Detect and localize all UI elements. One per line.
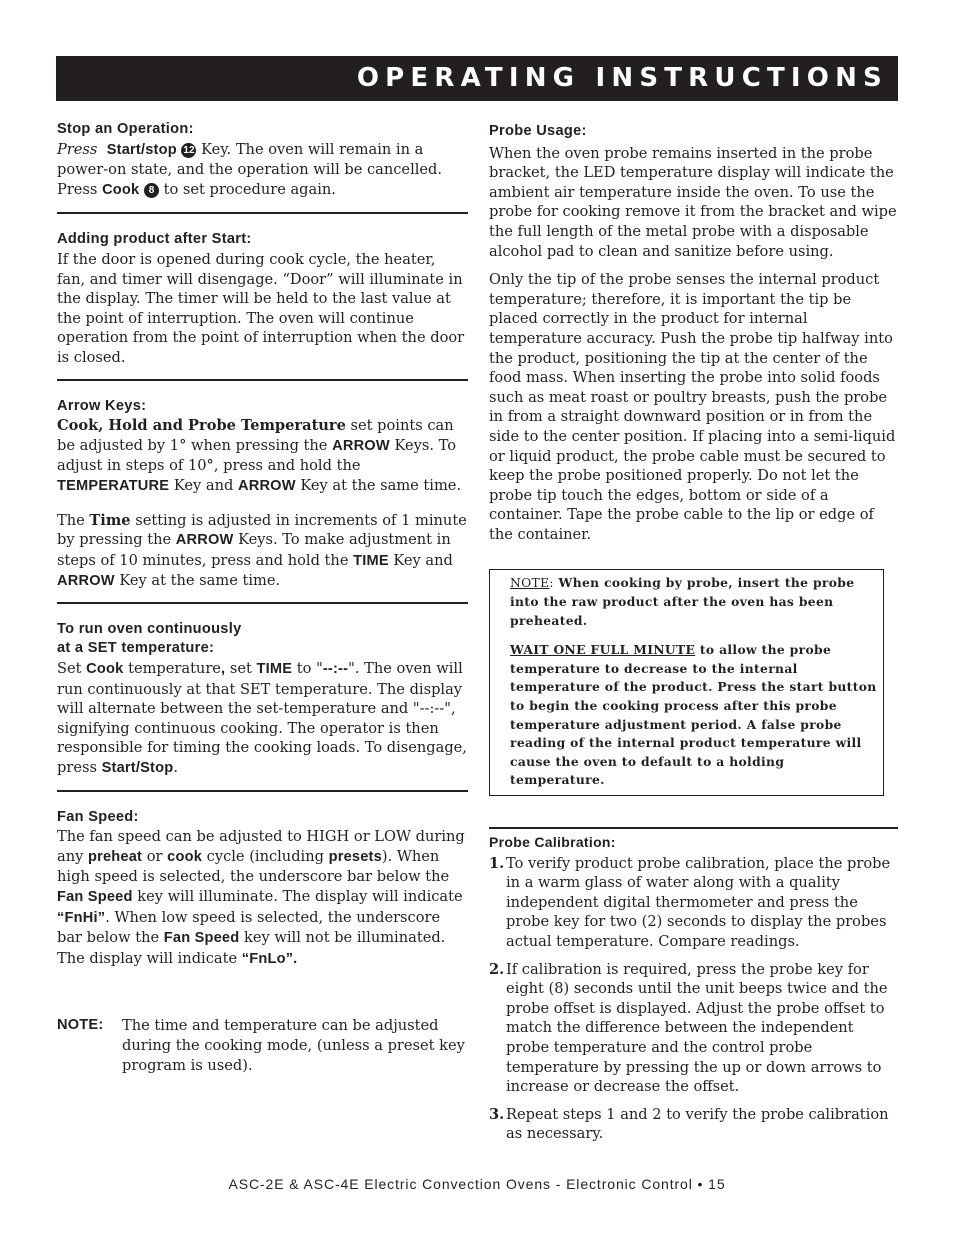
- section-body: Cook, Hold and Probe Temperature set points can be adjusted by 1° when pressing the ARROW Keys. To adjust in steps of 10°, press and hold the TEMPERATURE Key and ARROW Key at the same time.: [57, 417, 462, 494]
- section-adding-product: [57, 230, 468, 367]
- list-item: 2. If calibration is required, press the probe key for eight (8) seconds until the unit beeps twice and the probe offset is displayed. Adjust the probe offset to match the difference between the independent probe temperature and the control probe temperature by pressing the up or down arrows to increase or decrease the offset.: [489, 960, 888, 1096]
- section-body: Press Start/stop 12 Key. The oven will remain in a power-on state, and the operation will be cancelled. Press Cook 8 to set procedure again.: [57, 140, 443, 198]
- section-arrow-keys: [57, 397, 468, 592]
- section-heading: Adding product after Start:: [57, 231, 252, 248]
- section-body: The Time setting is adjusted in increments of 1 minute by pressing the ARROW Keys. To make adjustment in steps of 10 minutes, press and hold the TIME Key and ARROW Key at the same time.: [57, 511, 467, 590]
- section-heading: Probe Usage:: [489, 123, 587, 139]
- right-column: [489, 122, 898, 1144]
- key-number-badge: 12: [183, 144, 195, 156]
- section-continuous: [57, 620, 468, 779]
- cook-key-label: Cook: [102, 181, 140, 198]
- left-column: [57, 120, 468, 1075]
- note-paragraph: NOTE: When cooking by probe, insert the probe into the raw product after the oven has been preheated.: [510, 575, 855, 628]
- note-text: The time and temperature can be adjusted during the cooking mode, (unless a preset key program is used).: [122, 1017, 465, 1074]
- list-item: 1. To verify product probe calibration, place the probe in a warm glass of water along with a quality independent digital thermometer and press the probe key for two (2) seconds to display the probes actual temperature. Compare readings.: [489, 854, 891, 950]
- note-paragraph: WAIT ONE FULL MINUTE to allow the probe temperature to decrease to the internal temperature of the product. Press the start button to begin the cooking process after this probe temperature adjustment period. A false probe reading of the internal product temperature will cause the oven to default to a holding temperature.: [510, 642, 877, 788]
- section-heading: Fan Speed:: [57, 808, 139, 825]
- section-body: The fan speed can be adjusted to HIGH or LOW during any preheat or cook cycle (including presets). When high speed is selected, the underscore bar below the Fan Speed key will illuminate. The display will indicate “FnHi”. When low speed is selected, the underscore bar below the Fan Speed key will not be illuminated. The display will indicate “FnLo”.: [57, 828, 465, 967]
- header-banner: [56, 56, 898, 101]
- section-body: If the door is opened during cook cycle, the heater, fan, and timer will disengage. “Door” will illuminate in the display. The timer will be held to the last value at the point of interruption. The oven will continue operation from the point of interruption when the door is closed.: [57, 250, 465, 366]
- start-stop-key-label: Start/stop: [106, 141, 177, 158]
- section-divider: [57, 602, 468, 604]
- section-divider: [57, 379, 468, 381]
- page-footer: ASC-2E & ASC-4E Electric Convection Ovens - Electronic Control • 15: [228, 1176, 726, 1192]
- key-number-badge: 8: [144, 183, 159, 198]
- note-block: [57, 1016, 468, 1075]
- section-stop-operation: [57, 120, 468, 200]
- section-body: Only the tip of the probe senses the internal product temperature; therefore, it is important the tip be placed correctly in the product for internal temperature accuracy. Push the probe tip halfway into the product, positioning the tip at the center of the food mass. When inserting the probe into solid foods such as meat roast or poultry breasts, push the probe in from a straight downward position or in from the side to the center position. If placing into a semi-liquid or liquid product, the probe cable must be secured to keep the probe positioned properly. Do not let the probe tip touch the edges, bottom or side of a container. Tape the probe cable to the lip or edge of the container.: [489, 271, 896, 543]
- section-heading: Arrow Keys:: [57, 397, 147, 414]
- section-probe-calibration: [489, 833, 898, 1144]
- section-divider: [489, 827, 898, 829]
- section-fan-speed: [57, 808, 468, 970]
- note-label: NOTE:: [57, 1017, 104, 1034]
- page-title: OPERATING INSTRUCTIONS: [356, 63, 888, 93]
- probe-note-box: [489, 569, 884, 796]
- section-body: When the oven probe remains inserted in the probe bracket, the LED temperature display will indicate the ambient air temperature inside the oven. To use the probe for cooking remove it from the bracket and wipe the full length of the metal probe with a disposable alcohol pad to clean and sanitize before using.: [489, 144, 897, 260]
- section-divider: [57, 790, 468, 792]
- section-heading: To run oven continuously at a SET temperature:: [57, 620, 242, 657]
- calibration-steps: [489, 854, 898, 1144]
- section-heading: Stop an Operation:: [57, 121, 194, 137]
- section-divider: [57, 212, 468, 214]
- section-body: Set Cook temperature, set TIME to "--:--". The oven will run continuously at that SET temperature. The display will alternate between the set-temperature and "--:--", signifying continuous cooking. The operator is then responsible for timing the cooking loads. To disengage, press Start/Stop.: [57, 660, 467, 777]
- section-heading: Probe Calibration:: [489, 834, 616, 850]
- section-probe-usage: [489, 122, 898, 544]
- list-item: 3. Repeat steps 1 and 2 to verify the probe calibration as necessary.: [489, 1105, 889, 1143]
